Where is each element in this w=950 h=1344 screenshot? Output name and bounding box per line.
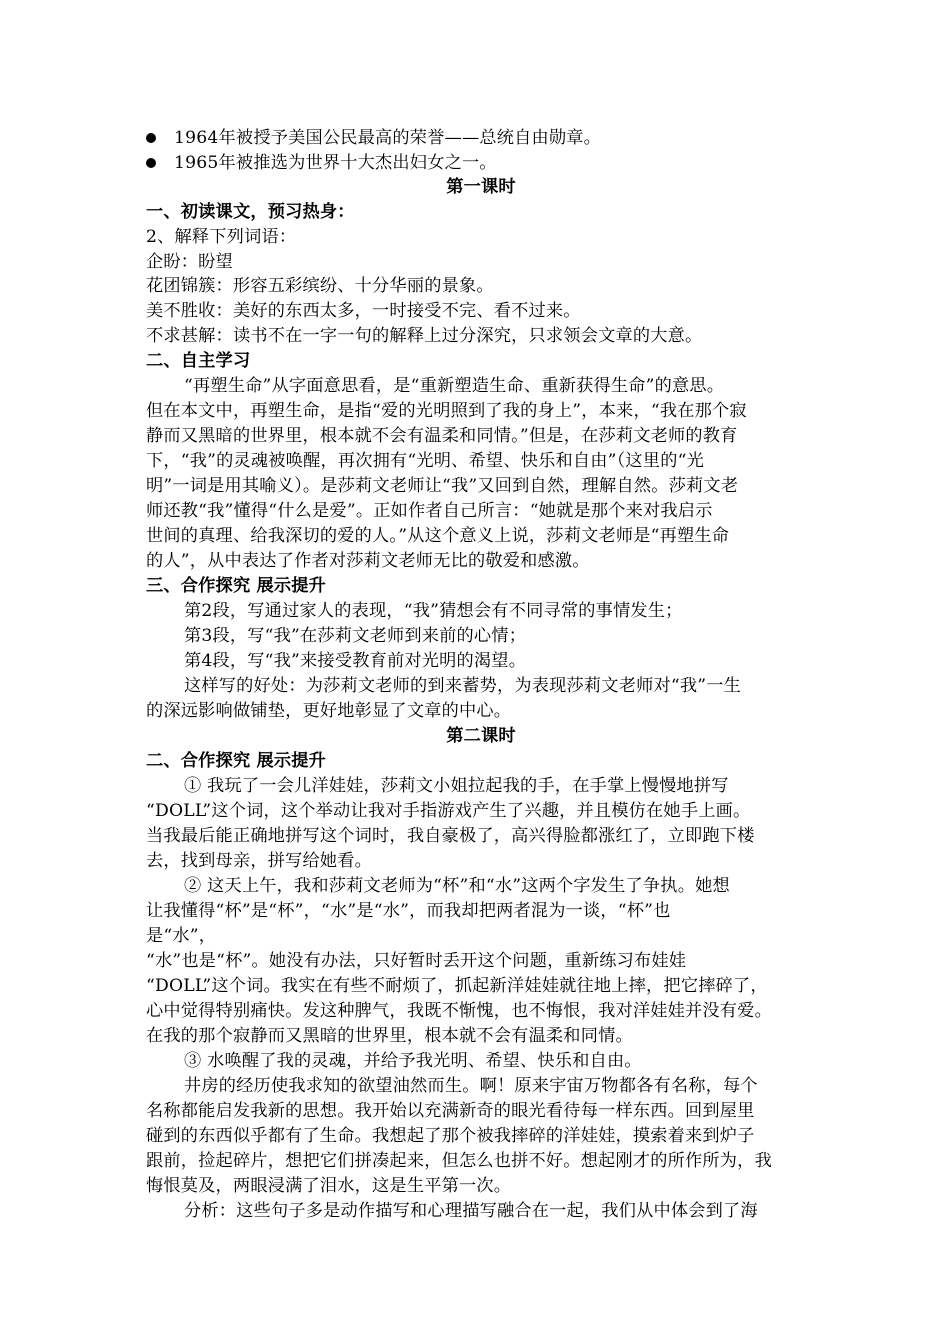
section-heading: 二、自主学习	[146, 351, 251, 371]
text-line: 的深远影响做铺垫，更好地彰显了文章的中心。	[146, 701, 512, 721]
text-line: ① 我玩了一会儿洋娃娃，莎莉文小姐拉起我的手，在手掌上慢慢地拼写	[184, 776, 729, 796]
text-line: 2、解释下列词语：	[146, 227, 297, 247]
text-line: 悔恨莫及，两眼浸满了泪水，这是生平第一次。	[146, 1176, 512, 1196]
text-line: 的人”，从中表达了作者对莎莉文老师无比的敬爱和感激。	[146, 551, 590, 571]
bullet-icon	[146, 133, 156, 143]
section-heading: 一、初读课文，预习热身：	[146, 202, 355, 222]
text-line: 第4段，写“我”来接受教育前对光明的渴望。	[184, 651, 527, 671]
text-line: “水”也是“杯”。她没有办法，只好暂时丢开这个问题，重新练习布娃娃	[146, 951, 687, 971]
text-line: ③ 水唤醒了我的灵魂，并给予我光明、希望、快乐和自由。	[184, 1051, 642, 1071]
bullet-text: 1964年被授予美国公民最高的荣誉——总统自由勋章。	[174, 128, 602, 148]
text-line: 不求甚解：读书不在一字一句的解释上过分深究，只求领会文章的大意。	[146, 326, 703, 346]
text-line: 是“水”，	[146, 926, 217, 946]
text-line: 但在本文中，再塑生命，是指“爱的光明照到了我的身上”，本来，“我在那个寂	[146, 401, 747, 421]
text-line: 师还教“我”懂得“什么是爱”。正如作者自己所言：“她就是那个来对我启示	[146, 501, 713, 521]
text-line: ② 这天上午，我和莎莉文老师为“杯”和“水”这两个字发生了争执。她想	[184, 876, 730, 896]
text-line: 让我懂得“杯”是“杯”，“水”是“水”，而我却把两者混为一谈，“杯”也	[146, 901, 671, 921]
bullet-item	[146, 126, 816, 150]
text-line: 在我的那个寂静而又黑暗的世界里，根本就不会有温柔和同情。	[146, 1026, 633, 1046]
text-line: 世间的真理、给我深切的爱的人。”从这个意义上说，莎莉文老师是“再塑生命	[146, 526, 730, 546]
text-line: 这样写的好处：为莎莉文老师的到来蓄势，为表现莎莉文老师对“我”一生	[184, 676, 741, 696]
text-line: “再塑生命”从字面意思看，是“重新塑造生命、重新获得生命”的意思。	[184, 376, 725, 396]
text-line: 分析：这些句子多是动作描写和心理描写融合在一起，我们从中体会到了海	[184, 1201, 758, 1221]
lesson-2-title: 第二课时	[446, 726, 516, 746]
text-line: 花团锦簇：形容五彩缤纷、十分华丽的景象。	[146, 276, 494, 296]
text-line: 心中觉得特别痛快。发这种脾气，我既不惭愧，也不悔恨，我对洋娃娃并没有爱。	[146, 1001, 772, 1021]
text-line: 碰到的东西似乎都有了生命。我想起了那个被我摔碎的洋娃娃，摸索着来到炉子	[146, 1126, 755, 1146]
text-line: 跟前，捡起碎片，想把它们拼凑起来，但怎么也拼不好。想起刚才的所作所为，我	[146, 1151, 772, 1171]
text-line: 当我最后能正确地拼写这个词时，我自豪极了，高兴得脸都涨红了，立即跑下楼	[146, 826, 755, 846]
text-line: 企盼：盼望	[146, 252, 233, 272]
bullet-text: 1965年被推选为世界十大杰出妇女之一。	[174, 153, 497, 173]
lesson-1-title: 第一课时	[446, 177, 516, 197]
text-line: 明”一词是用其喻义）。是莎莉文老师让“我”又回到自然，理解自然。莎莉文老	[146, 476, 739, 496]
text-line: 下，“我”的灵魂被唤醒，再次拥有“光明、希望、快乐和自由”（这里的“光	[146, 451, 704, 471]
text-line: 名称都能启发我新的思想。我开始以充满新奇的眼光看待每一样东西。回到屋里	[146, 1101, 755, 1121]
bullet-icon	[146, 158, 156, 168]
section-heading: 三、合作探究 展示提升	[146, 576, 327, 596]
text-line: 第3段，写“我”在莎莉文老师到来前的心情；	[184, 626, 527, 646]
text-line: 美不胜收：美好的东西太多，一时接受不完、看不过来。	[146, 301, 581, 321]
text-line: 第2段，写通过家人的表现，“我”猜想会有不同寻常的事情发生；	[184, 601, 683, 621]
text-line: “DOLL”这个词。我实在有些不耐烦了，抓起新洋娃娃就往地上摔，把它摔碎了，	[146, 976, 768, 996]
section-heading: 二、合作探究 展示提升	[146, 751, 327, 771]
text-line: 井房的经历使我求知的欲望油然而生。啊！原来宇宙万物都各有名称，每个	[184, 1076, 758, 1096]
text-line: 去，找到母亲，拼写给她看。	[146, 851, 373, 871]
text-line: “DOLL”这个词，这个举动让我对手指游戏产生了兴趣，并且模仿在她手上画。	[146, 801, 751, 821]
bullet-item	[146, 151, 816, 175]
text-line: 静而又黑暗的世界里，根本就不会有温柔和同情。”但是，在莎莉文老师的教育	[146, 426, 738, 446]
